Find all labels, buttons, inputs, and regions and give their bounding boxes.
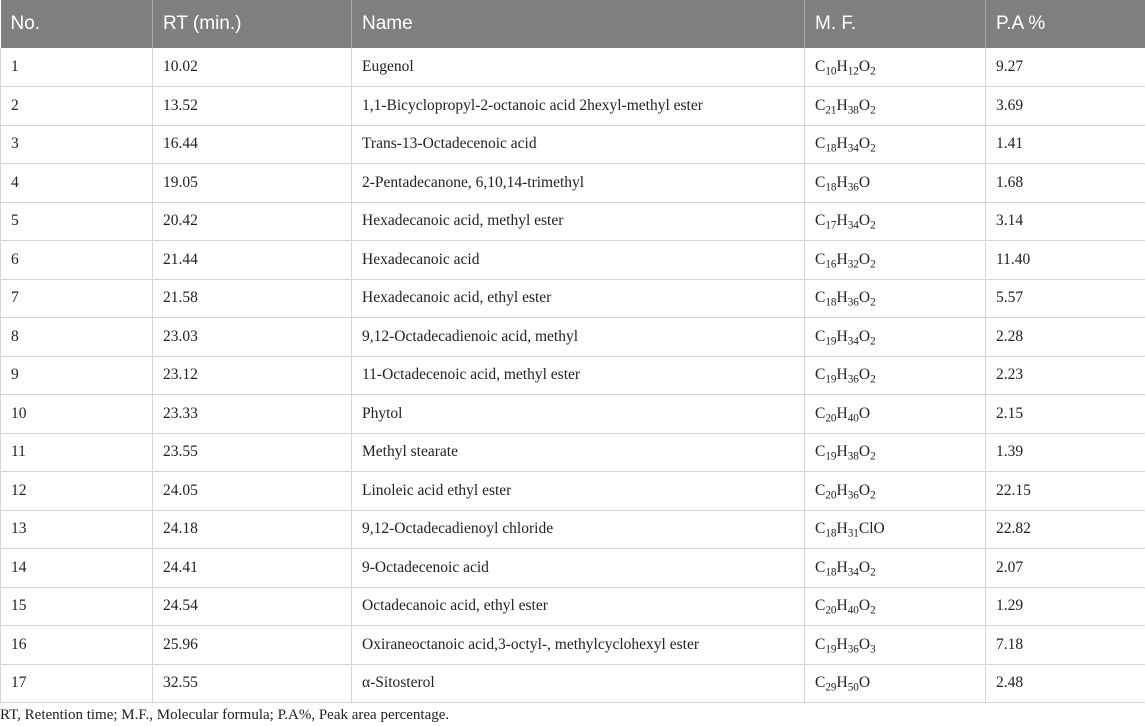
formula-subscript: 34: [847, 142, 859, 155]
cell-molecular-formula: [805, 587, 986, 626]
formula-subscript: 34: [847, 335, 859, 348]
cell-molecular-formula: [805, 318, 986, 357]
formula-element: ClO: [858, 520, 885, 538]
cell-rt: 13.52: [153, 87, 352, 126]
formula-element: H: [836, 520, 848, 538]
table-row: [1, 125, 1145, 164]
formula-element: O: [858, 481, 871, 499]
table-row: [1, 241, 1145, 280]
cell-rt: 24.41: [153, 549, 352, 588]
cell-rt: 10.02: [153, 48, 352, 87]
formula-element: H: [836, 135, 848, 153]
formula-element: O: [858, 173, 871, 191]
table-row: [1, 664, 1145, 703]
formula-element: O: [858, 443, 871, 461]
formula-subscript: 18: [825, 181, 837, 194]
formula-subscript: 18: [825, 566, 837, 579]
cell-rt: 23.55: [153, 433, 352, 472]
formula-element: H: [836, 327, 848, 345]
cell-rt: 19.05: [153, 164, 352, 203]
header-name: Name: [352, 0, 805, 48]
cell-rt: 32.55: [153, 664, 352, 703]
formula-subscript: 34: [847, 566, 859, 579]
cell-name: Trans-13-Octadecenoic acid: [352, 125, 805, 164]
formula-element: O: [858, 289, 871, 307]
table-header-row: [1, 0, 1145, 48]
formula-subscript: 18: [825, 142, 837, 155]
cell-name: 1,1-Bicyclopropyl-2-octanoic acid 2hexyl-methyl ester: [352, 87, 805, 126]
cell-name: Methyl stearate: [352, 433, 805, 472]
cell-name: Octadecanoic acid, ethyl ester: [352, 587, 805, 626]
formula-element: H: [836, 404, 848, 422]
cell-no: 7: [1, 279, 153, 318]
table-row: [1, 202, 1145, 241]
table-row: [1, 510, 1145, 549]
formula-element: O: [858, 58, 871, 75]
formula-element: H: [836, 58, 848, 75]
formula-element: C: [815, 597, 826, 615]
cell-no: 1: [1, 48, 153, 87]
formula-subscript: 19: [825, 373, 837, 386]
formula-element: O: [858, 327, 871, 345]
formula-subscript: 36: [847, 643, 859, 656]
cell-pa: 1.68: [986, 164, 1145, 203]
formula-element: C: [815, 520, 826, 538]
cell-rt: 21.44: [153, 241, 352, 280]
cell-pa: 5.57: [986, 279, 1145, 318]
header-no: No.: [1, 0, 153, 48]
cell-molecular-formula: [805, 87, 986, 126]
cell-name: Linoleic acid ethyl ester: [352, 472, 805, 511]
formula-subscript: 18: [825, 296, 837, 309]
cell-molecular-formula: [805, 510, 986, 549]
cell-no: 9: [1, 356, 153, 395]
cell-molecular-formula: [805, 202, 986, 241]
cell-no: 2: [1, 87, 153, 126]
table-footnote: RT, Retention time; M.F., Molecular formula; P.A%, Peak area percentage.: [0, 707, 450, 723]
formula-element: H: [836, 96, 848, 114]
formula-element: C: [815, 135, 826, 153]
formula-subscript: 16: [825, 258, 837, 271]
cell-rt: 23.33: [153, 395, 352, 434]
formula-element: C: [815, 366, 826, 384]
cell-molecular-formula: [805, 664, 986, 703]
table-row: [1, 164, 1145, 203]
cell-rt: 25.96: [153, 626, 352, 665]
cell-name: 9,12-Octadecadienoic acid, methyl: [352, 318, 805, 357]
formula-subscript: 40: [847, 412, 859, 425]
formula-subscript: 17: [825, 219, 837, 232]
formula-subscript: 50: [847, 681, 859, 694]
cell-no: 6: [1, 241, 153, 280]
cell-no: 8: [1, 318, 153, 357]
formula-subscript: 2: [870, 258, 876, 271]
formula-element: C: [815, 289, 826, 307]
cell-no: 13: [1, 510, 153, 549]
formula-subscript: 2: [870, 335, 876, 348]
cell-name: 11-Octadecenoic acid, methyl ester: [352, 356, 805, 395]
table-row: [1, 433, 1145, 472]
table-row: [1, 549, 1145, 588]
formula-subscript: 2: [870, 104, 876, 117]
formula-subscript: 2: [870, 373, 876, 386]
formula-element: C: [815, 212, 826, 230]
cell-name: Hexadecanoic acid, ethyl ester: [352, 279, 805, 318]
table-row: [1, 279, 1145, 318]
formula-subscript: 2: [870, 219, 876, 232]
formula-element: H: [836, 635, 848, 653]
cell-molecular-formula: [805, 549, 986, 588]
formula-subscript: 36: [847, 296, 859, 309]
cell-name: Phytol: [352, 395, 805, 434]
table-row: [1, 626, 1145, 665]
cell-rt: 20.42: [153, 202, 352, 241]
formula-element: H: [836, 443, 848, 461]
cell-rt: 24.05: [153, 472, 352, 511]
table-body: [1, 48, 1145, 703]
cell-molecular-formula: [805, 395, 986, 434]
cell-name: Eugenol: [352, 48, 805, 87]
formula-subscript: 3: [870, 643, 876, 656]
cell-pa: 1.29: [986, 587, 1145, 626]
formula-element: O: [858, 558, 871, 576]
cell-no: 10: [1, 395, 153, 434]
formula-subscript: 36: [847, 373, 859, 386]
formula-subscript: 38: [847, 104, 859, 117]
cell-pa: 2.15: [986, 395, 1145, 434]
formula-subscript: 2: [870, 142, 876, 155]
formula-subscript: 2: [870, 65, 876, 78]
formula-element: H: [836, 289, 848, 307]
formula-element: C: [815, 58, 826, 75]
formula-element: C: [815, 635, 826, 653]
formula-element: C: [815, 404, 826, 422]
formula-element: C: [815, 443, 826, 461]
formula-element: O: [858, 366, 871, 384]
formula-subscript: 21: [825, 104, 837, 117]
cell-pa: 1.41: [986, 125, 1145, 164]
cell-molecular-formula: [805, 241, 986, 280]
cell-molecular-formula: [805, 164, 986, 203]
formula-subscript: 36: [847, 181, 859, 194]
cell-rt: 24.18: [153, 510, 352, 549]
table-row: [1, 587, 1145, 626]
formula-element: C: [815, 96, 826, 114]
cell-molecular-formula: [805, 279, 986, 318]
formula-element: C: [815, 250, 826, 268]
formula-subscript: 20: [825, 604, 837, 617]
cell-pa: 3.14: [986, 202, 1145, 241]
formula-element: O: [858, 635, 871, 653]
cell-no: 5: [1, 202, 153, 241]
formula-subscript: 19: [825, 643, 837, 656]
table-row: [1, 356, 1145, 395]
cell-molecular-formula: [805, 356, 986, 395]
cell-no: 4: [1, 164, 153, 203]
cell-no: 12: [1, 472, 153, 511]
cell-pa: 7.18: [986, 626, 1145, 665]
cell-pa: 2.48: [986, 664, 1145, 703]
cell-no: 16: [1, 626, 153, 665]
cell-molecular-formula: [805, 125, 986, 164]
cell-name: α-Sitosterol: [352, 664, 805, 703]
formula-element: H: [836, 597, 848, 615]
formula-subscript: 19: [825, 450, 837, 463]
cell-no: 17: [1, 664, 153, 703]
formula-element: O: [858, 597, 871, 615]
cell-pa: 2.07: [986, 549, 1145, 588]
header-rt: RT (min.): [153, 0, 352, 48]
formula-subscript: 34: [847, 219, 859, 232]
formula-element: C: [815, 481, 826, 499]
formula-element: O: [858, 96, 871, 114]
cell-name: 9-Octadecenoic acid: [352, 549, 805, 588]
cell-rt: 21.58: [153, 279, 352, 318]
formula-subscript: 38: [847, 450, 859, 463]
table-row: [1, 48, 1145, 87]
formula-subscript: 2: [870, 296, 876, 309]
formula-element: O: [858, 135, 871, 153]
cell-name: Hexadecanoic acid, methyl ester: [352, 202, 805, 241]
table-row: [1, 395, 1145, 434]
formula-subscript: 18: [825, 527, 837, 540]
formula-subscript: 12: [847, 65, 859, 78]
formula-element: H: [836, 250, 848, 268]
cell-no: 15: [1, 587, 153, 626]
header-mf: M. F.: [805, 0, 986, 48]
cell-pa: 11.40: [986, 241, 1145, 280]
formula-subscript: 32: [847, 258, 859, 271]
formula-subscript: 19: [825, 335, 837, 348]
formula-subscript: 2: [870, 450, 876, 463]
formula-element: O: [858, 404, 871, 422]
formula-element: O: [858, 250, 871, 268]
formula-subscript: 2: [870, 604, 876, 617]
formula-element: C: [815, 327, 826, 345]
formula-subscript: 31: [847, 527, 859, 540]
cell-molecular-formula: [805, 472, 986, 511]
formula-subscript: 36: [847, 489, 859, 502]
formula-element: H: [836, 558, 848, 576]
cell-name: 2-Pentadecanone, 6,10,14-trimethyl: [352, 164, 805, 203]
cell-pa: 22.82: [986, 510, 1145, 549]
formula-subscript: 29: [825, 681, 837, 694]
formula-element: H: [836, 366, 848, 384]
formula-subscript: 20: [825, 489, 837, 502]
cell-pa: 2.28: [986, 318, 1145, 357]
cell-rt: 16.44: [153, 125, 352, 164]
header-pa: P.A %: [996, 13, 1046, 34]
formula-element: O: [858, 674, 871, 692]
formula-subscript: 10: [825, 65, 837, 78]
cell-pa: 1.39: [986, 433, 1145, 472]
cell-pa: 22.15: [986, 472, 1145, 511]
table-row: [1, 87, 1145, 126]
formula-element: H: [836, 674, 848, 692]
cell-no: 14: [1, 549, 153, 588]
cell-rt: 23.12: [153, 356, 352, 395]
formula-element: O: [858, 212, 871, 230]
cell-name: Hexadecanoic acid: [352, 241, 805, 280]
formula-subscript: 2: [870, 489, 876, 502]
table-row: [1, 472, 1145, 511]
cell-pa: 2.23: [986, 356, 1145, 395]
cell-pa: 9.27: [986, 48, 1145, 87]
formula-element: C: [815, 173, 826, 191]
cell-name: Oxiraneoctanoic acid,3-octyl-, methylcyclohexyl ester: [352, 626, 805, 665]
cell-molecular-formula: [805, 433, 986, 472]
cell-rt: 24.54: [153, 587, 352, 626]
cell-name: 9,12-Octadecadienoyl chloride: [352, 510, 805, 549]
cell-no: 11: [1, 433, 153, 472]
cell-molecular-formula: [805, 48, 986, 87]
table-row: [1, 318, 1145, 357]
formula-subscript: 2: [870, 566, 876, 579]
formula-subscript: 40: [847, 604, 859, 617]
formula-element: C: [815, 558, 826, 576]
formula-element: H: [836, 173, 848, 191]
cell-rt: 23.03: [153, 318, 352, 357]
formula-element: H: [836, 212, 848, 230]
formula-subscript: 20: [825, 412, 837, 425]
cell-no: 3: [1, 125, 153, 164]
formula-element: C: [815, 674, 826, 692]
cell-molecular-formula: [805, 626, 986, 665]
formula-element: H: [836, 481, 848, 499]
cell-pa: 3.69: [986, 87, 1145, 126]
